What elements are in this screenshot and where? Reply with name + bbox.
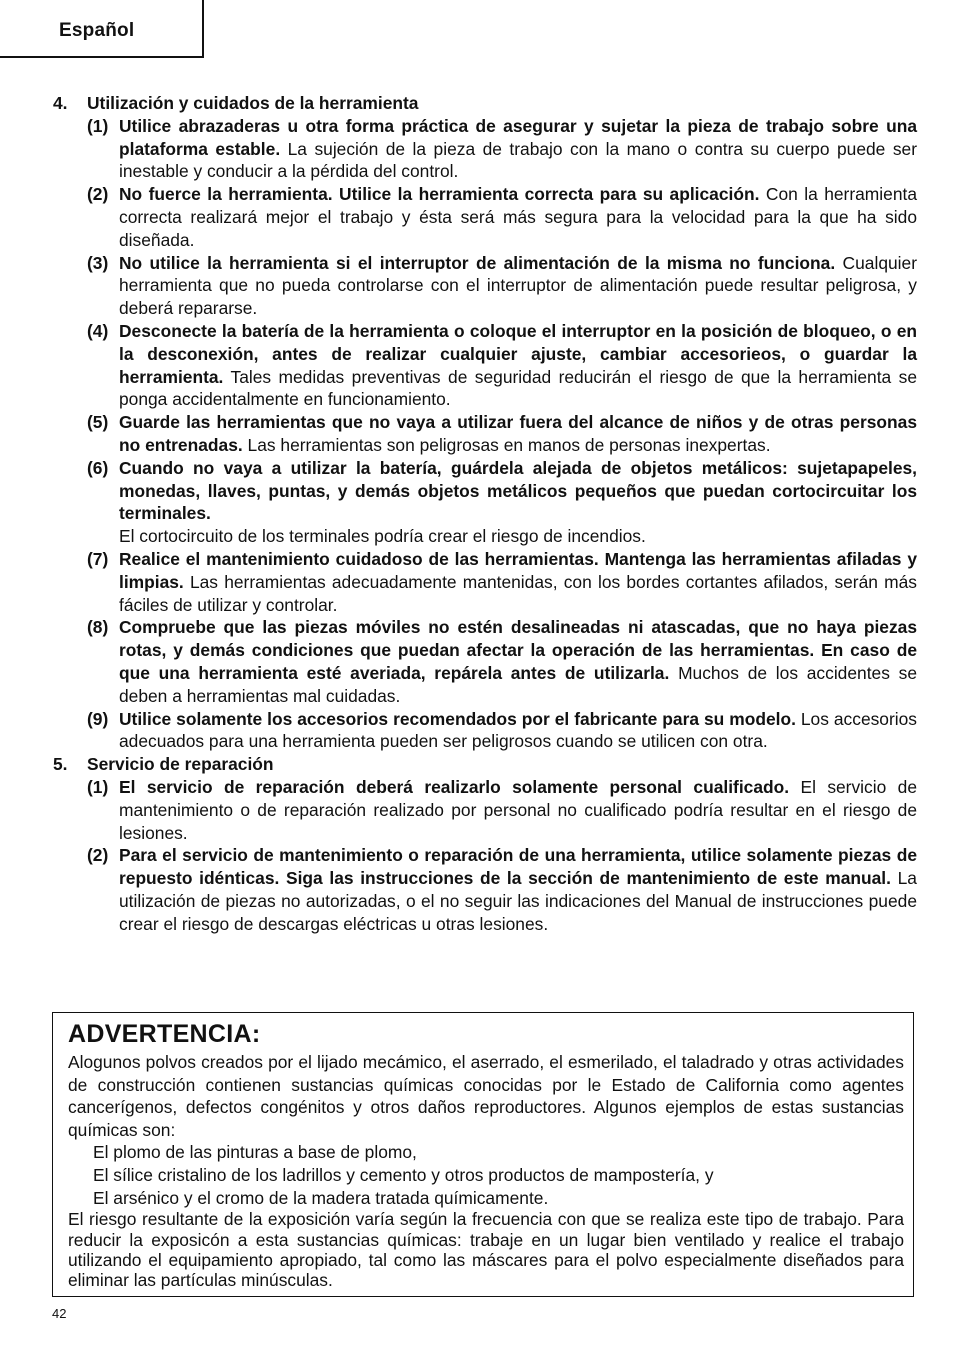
warning-examples <box>68 1141 904 1209</box>
item-emphasis: Utilice solamente los accesorios recomendados por el fabricante para su modelo. <box>119 708 796 729</box>
list-item <box>87 776 917 844</box>
item-number: (4) <box>87 320 109 341</box>
item-explanation: Con la herramienta correcta realizará mejor el trabajo y ésta será más segura para la velocidad para la que ha sido diseñada. <box>119 184 917 250</box>
item-emphasis: Compruebe que las piezas móviles no estén desalineadas ni atascadas, que no haya piezas rotas, y demás condiciones que puedan afectar la operación de las herramientas. En caso de que una herramienta esté averiada, repárela antes de utilizarla. <box>119 617 917 683</box>
item-number: (6) <box>87 457 109 478</box>
item-emphasis: Cuando no vaya a utilizar la batería, guárdela alejada de objetos metálicos: sujetapapeles, monedas, llaves, puntas, y demás objetos metálicos pequeños que puedan cortocircuitar los terminales. <box>119 457 917 524</box>
item-number: (2) <box>87 184 109 205</box>
item-text <box>119 183 917 251</box>
item-explanation: Los accesorios adecuados para una herramienta pueden ser peligrosos cuando se utilicen con otra. <box>119 708 918 752</box>
list-item <box>87 320 917 411</box>
item-text <box>119 457 917 548</box>
item-text <box>119 776 917 844</box>
warning-example: El plomo de las pinturas a base de plomo, <box>93 1142 417 1163</box>
item-number: (1) <box>87 115 109 136</box>
item-number: (3) <box>87 252 109 273</box>
item-number: (5) <box>87 412 109 433</box>
item-text <box>119 616 917 707</box>
item-explanation: La utilización de piezas no autorizadas, o el no seguir las indicaciones del Manual de instrucciones puede crear el riesgo de descargas eléctricas u otras lesiones. <box>119 868 917 934</box>
warning-title: ADVERTENCIA: <box>68 1020 261 1048</box>
item-number: (1) <box>87 776 109 797</box>
list-item <box>87 844 917 935</box>
section-number: 5. <box>53 754 68 775</box>
item-text <box>119 708 917 754</box>
section-repair-service <box>53 753 917 935</box>
item-number: (2) <box>87 845 109 866</box>
item-emphasis: Desconecte la batería de la herramienta o coloque el interruptor en la posición de bloqueo, o en la desconexión, antes de realizar cualquier ajuste, cambiar accesorieos, o guardar la herramienta. <box>119 320 917 387</box>
item-emphasis: Para el servicio de mantenimiento o reparación de una herramienta, utilice solamente piezas de repuesto idénticas. Siga las instrucciones de la sección de mantenimiento de este manual. <box>119 845 917 889</box>
section-number: 4. <box>53 93 68 113</box>
language-tab <box>0 0 204 58</box>
item-number: (8) <box>87 617 109 638</box>
item-emphasis: El servicio de reparación deberá realizarlo solamente personal cualificado. <box>119 776 790 797</box>
item-emphasis: Utilice abrazaderas u otra forma práctica de asegurar y sujetar la pieza de trabajo sobre una plataforma estable. <box>119 115 917 159</box>
item-text <box>119 548 917 616</box>
list-item <box>87 457 917 548</box>
item-number: (7) <box>87 548 109 569</box>
list-item <box>87 708 917 754</box>
item-explanation: Tales medidas preventivas de seguridad reducirán el riesgo de que la herramienta se ponga accidentalmente en funcionamiento. <box>119 366 917 410</box>
warning-box <box>52 1012 914 1297</box>
item-text <box>119 844 917 935</box>
warning-outro: El riesgo resultante de la exposición varía según la frecuencia con que se realiza este tipo de trabajo. Para reducir la exposicón a esta sustancias químicas: trabaje en un lugar bien ventilado y realice el trabajo utilizando el equipamiento apropiado, tal como las máscares para el polvo especialmente diseñados para eliminar las partículas minúsculas. <box>68 1209 904 1291</box>
list-item <box>87 616 917 707</box>
page-number: 42 <box>52 1306 67 1321</box>
item-explanation: La sujeción de la pieza de trabajo con la mano o contra su cuerpo puede ser inestable y conducir a la pérdida del control. <box>119 138 917 182</box>
section-title: Servicio de reparación <box>87 754 274 775</box>
item-emphasis: No utilice la herramienta si el interruptor de alimentación de la misma no funciona. <box>119 252 836 273</box>
item-text <box>119 411 917 457</box>
item-emphasis: No fuerce la herramienta. Utilice la herramienta correcta para su aplicación. <box>119 184 760 205</box>
item-explanation: Muchos de los accidentes se deben a herramientas mal cuidadas. <box>119 662 918 706</box>
item-text <box>119 252 917 320</box>
item-emphasis: Guarde las herramientas que no vaya a utilizar fuera del alcance de niños y de otras personas no entrenadas. <box>119 412 917 455</box>
language-tab-label: Español <box>59 20 135 41</box>
item-note: El cortocircuito de los terminales podría crear el riesgo de incendios. <box>119 526 646 547</box>
item-text <box>119 115 917 183</box>
section-title: Utilización y cuidados de la herramienta <box>87 93 419 113</box>
item-text <box>119 320 917 411</box>
section-tool-use <box>53 92 917 753</box>
list-item <box>87 115 917 183</box>
list-item <box>87 411 917 457</box>
list-item <box>87 252 917 320</box>
warning-example: El sílice cristalino de los ladrillos y cemento y otros productos de mampostería, y <box>93 1164 714 1185</box>
item-number: (9) <box>87 708 109 729</box>
list-item <box>87 183 917 251</box>
item-explanation: Las herramientas adecuadamente mantenidas, con los bordes cortantes afilados, serán más fáciles de utilizar y controlar. <box>119 571 917 615</box>
item-explanation: Las herramientas son peligrosas en manos de personas inexpertas. <box>242 434 771 455</box>
warning-intro: Alogunos polvos creados por el lijado mecámico, el aserrado, el esmerilado, el taladrado y otras actividades de construcción contienen sustancias químicas conocidas por le Estado de California como agentes cancerígenos, defectos congénitos y otros daños reproductores. Algunos ejemplos de estas sustancias químicas son: <box>68 1052 904 1140</box>
warning-example: El arsénico y el cromo de la madera tratada químicamente. <box>93 1187 549 1208</box>
item-explanation: Cualquier herramienta que no pueda controlarse con el interruptor de alimentación puede resultar peligrosa, y deberá repararse. <box>119 252 917 319</box>
list-item <box>87 548 917 616</box>
item-explanation: El servicio de mantenimiento o de reparación realizado por personal no cualificado podría resultar en el riesgo de lesiones. <box>119 776 917 843</box>
instructions-content <box>53 92 917 935</box>
item-emphasis: Realice el mantenimiento cuidadoso de las herramientas. Mantenga las herramientas afiladas y limpias. <box>119 548 917 592</box>
